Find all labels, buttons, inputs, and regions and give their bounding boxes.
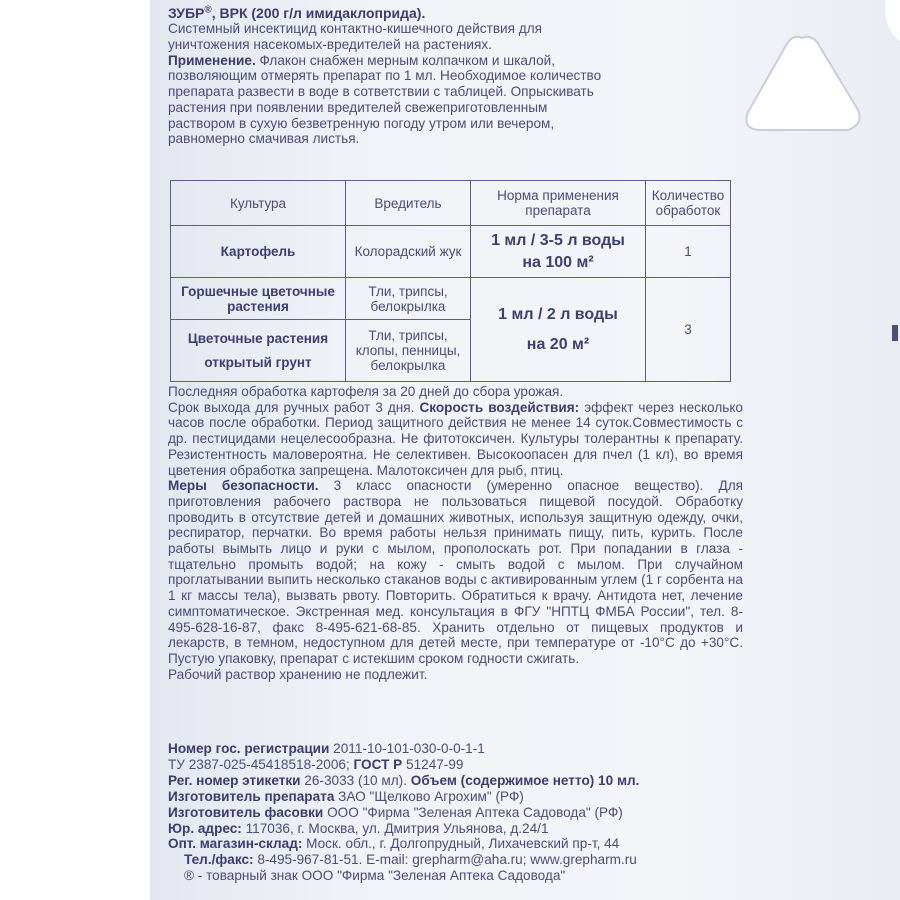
header-pest: Вредитель — [346, 181, 471, 226]
table-row: Горшечные цветочные растения Тли, трипсы, белокрылка 1 мл / 2 л воды на 20 м² 3 — [171, 278, 731, 320]
usage-text: Применение. Флакон снабжен мерным колпачком и шкалой, позволяющим отмерять препарат по 1 мл. Необходимое количество препарата развести в воде в сответствии с таблицей. Опрыскивать растения при появлении вредителей свежеприготовленным раствором в сухую безветренную погоду утром или вечером, равномерно смачивая листья. — [168, 52, 602, 147]
instructions-text: Последняя обработка картофеля за 20 дней до сбора урожая. Срок выхода для ручных работ 3 дня. Скорость воздействия: эффект через несколько часов после обработки. Период защитного действия не менее 14 суток.Совместимость с др. пестицидами нецелесообразна. Не фитотоксичен. Культуры толерантны к препарату. Резистентность маловероятна. Не селективен. Высокоопасен для пчел (1 кл), во время цветения обработка запрещена. Малотоксичен для рыб, птиц. Меры безопасности. 3 класс опасности (умеренно опасное вещество). Для приготовления рабочего раствора не пользоваться пищевой посудой. Обработку проводить в отсутствие детей и домашних животных, используя защитную одежду, очки, респиратор, перчатки. Во время работы нельзя принимать пищу, пить, курить. После работы вымыть лицо и руки с мылом, прополоскать рот. При попадании в глаза - тщательно промыть водой; на кожу - смыть водой с мылом. При случайном проглатывании выпить несколько стаканов воды с активированным углем (1 г сорбента на 1 кг массы тела), вызвать рвоту. Повторить. Обратиться к врачу. Антидота нет, лечение симптоматическое. Экстренная мед. консультация в ФГУ "НПТЦ ФМБА России", тел. 8-495-628-16-87, факс 8-495-621-68-85. Хранить отдельно от пищевых продуктов и лекарств, в темном, недоступном для детей месте, при температуре от -10°С до +30°С. Пустую упаковку, препарат с истекшим сроком годности сжигать. Рабочий раствор хранению не подлежит. — [168, 384, 743, 682]
card-edge-mark — [892, 325, 898, 341]
intro-text: Системный инсектицид контактно-кишечного действия для уничтожения насекомых-вредителей на растениях. — [168, 21, 543, 53]
registration-info: Номер гос. регистрации 2011-10-101-030-0-0-1-1 ТУ 2387-025-45418518-2006; ГОСТ Р 51247-99 Рег. номер этикетки 26-3033 (10 мл). Объем (содержимое нетто) 10 мл. Изготовитель препарата ЗАО "Щелково Агрохим" (РФ) Изготовитель фасовки ООО "Фирма "Зеленая Аптека Садовода" (РФ) Юр. адрес: 117036, г. Москва, ул. Дмитрия Ульянова, д.24/1 Опт. магазин-склад: Моск. обл., г. Долгопрудный, Лихачевский пр-т, 44 Тел./факс: 8-495-967-81-51. E-mail: grepharm@aha.ru; www.grepharm.ru ® - товарный знак ООО "Фирма "Зеленая Аптека Садовода" — [168, 741, 640, 884]
header-crop: Культура — [171, 181, 346, 226]
label-header-text — [168, 2, 613, 147]
table-row: Цветочные растения открытый грунт Тли, трипсы, клопы, пенницы, белокрылка — [171, 320, 731, 382]
header-count: Количество обработок — [646, 181, 731, 226]
table-row: Картофель Колорадский жук 1 мл / 3-5 л воды на 100 м² 1 — [171, 226, 731, 278]
application-table — [170, 180, 731, 382]
hang-hole-icon — [740, 32, 865, 142]
product-title: ЗУБР®, ВРК (200 г/л имидаклоприда). — [168, 4, 426, 21]
table-header-row — [171, 181, 731, 226]
header-rate: Норма применения препарата — [471, 181, 646, 226]
